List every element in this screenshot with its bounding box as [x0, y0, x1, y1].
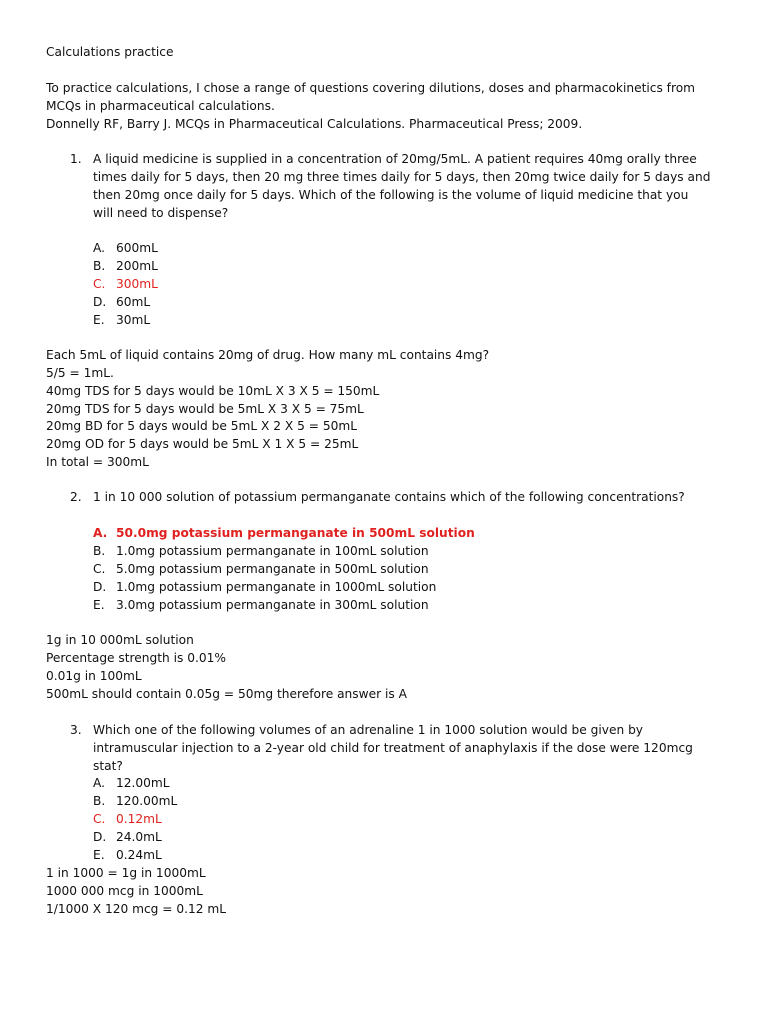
q1-working-line: Each 5mL of liquid contains 20mg of drug. How many mL contains 4mg? [46, 348, 490, 362]
q2-option-letter: A. [93, 526, 108, 540]
intro-reference: Donnelly RF, Barry J. MCQs in Pharmaceutical Calculations. Pharmaceutical Press; 2009. [46, 117, 583, 131]
q1-option-d [93, 294, 151, 312]
q1-working-line: 20mg BD for 5 days would be 5mL X 2 X 5 = 50mL [46, 419, 358, 433]
q3-working-line: 1/1000 X 120 mcg = 0.12 mL [46, 902, 227, 916]
q3-option-b [93, 793, 178, 811]
q2-option-letter: B. [93, 544, 106, 558]
q3-option-letter: D. [93, 830, 107, 844]
q1-option-a [93, 240, 158, 258]
q2-number: 2. [70, 490, 82, 504]
intro-line-1: To practice calculations, I chose a range of questions covering dilutions, doses and pharmacokinetics from [46, 81, 696, 95]
q2-working-line: 500mL should contain 0.05g = 50mg therefore answer is A [46, 687, 407, 701]
q3-option-text: 120.00mL [116, 794, 178, 808]
q2-option-text: 1.0mg potassium permanganate in 1000mL solution [116, 580, 437, 594]
q2-option-letter: C. [93, 562, 106, 576]
q1-working-line: 5/5 = 1mL. [46, 366, 114, 380]
q3-option-d [93, 829, 162, 847]
q2-option-c [93, 561, 429, 579]
q1-text-line: times daily for 5 days, then 20 mg three times daily for 5 days, then 20mg twice daily for 5 days and [93, 170, 711, 184]
q2-option-text: 50.0mg potassium permanganate in 500mL solution [116, 526, 475, 540]
q2-text-line: 1 in 10 000 solution of potassium permanganate contains which of the following concentrations? [93, 490, 685, 504]
q1-option-letter: A. [93, 241, 105, 255]
q1-option-c-correct [93, 276, 158, 294]
q2-option-text: 3.0mg potassium permanganate in 300mL solution [116, 598, 429, 612]
q1-working-line: In total = 300mL [46, 455, 149, 469]
q1-option-text: 30mL [116, 313, 151, 327]
page-title: Calculations practice [46, 45, 174, 59]
q3-working-line: 1 in 1000 = 1g in 1000mL [46, 866, 206, 880]
q2-option-b [93, 543, 429, 561]
q1-working-line: 20mg OD for 5 days would be 5mL X 1 X 5 = 25mL [46, 437, 359, 451]
q3-option-text: 0.24mL [116, 848, 162, 862]
q1-working-line: 20mg TDS for 5 days would be 5mL X 3 X 5 = 75mL [46, 402, 364, 416]
q1-option-letter: C. [93, 277, 106, 291]
q3-option-letter: B. [93, 794, 106, 808]
q3-option-e [93, 847, 162, 865]
q1-option-b [93, 258, 158, 276]
q2-working-line: 0.01g in 100mL [46, 669, 142, 683]
q3-option-text: 0.12mL [116, 812, 162, 826]
q3-text-line: intramuscular injection to a 2-year old child for treatment of anaphylaxis if the dose were 120mcg [93, 741, 693, 755]
q3-text-line: stat? [93, 759, 123, 773]
q1-text-line: then 20mg once daily for 5 days. Which of the following is the volume of liquid medicine that you [93, 188, 689, 202]
intro-line-2: MCQs in pharmaceutical calculations. [46, 99, 275, 113]
q2-working-line: 1g in 10 000mL solution [46, 633, 194, 647]
q1-option-text: 60mL [116, 295, 151, 309]
q1-working-line: 40mg TDS for 5 days would be 10mL X 3 X 5 = 150mL [46, 384, 380, 398]
q3-working-line: 1000 000 mcg in 1000mL [46, 884, 203, 898]
q2-option-text: 1.0mg potassium permanganate in 100mL solution [116, 544, 429, 558]
q2-option-a-correct [93, 525, 475, 543]
q3-option-letter: E. [93, 848, 105, 862]
q3-option-text: 12.00mL [116, 776, 170, 790]
q3-option-letter: A. [93, 776, 105, 790]
q2-option-letter: D. [93, 580, 107, 594]
q1-option-letter: B. [93, 259, 106, 273]
q1-number: 1. [70, 152, 82, 166]
q1-option-text: 300mL [116, 277, 158, 291]
q3-option-letter: C. [93, 812, 106, 826]
q1-option-e [93, 312, 151, 330]
q1-option-text: 600mL [116, 241, 158, 255]
q3-option-c-correct [93, 811, 162, 829]
q2-option-text: 5.0mg potassium permanganate in 500mL solution [116, 562, 429, 576]
q2-option-letter: E. [93, 598, 105, 612]
q1-text-line: A liquid medicine is supplied in a concentration of 20mg/5mL. A patient requires 40mg orally three [93, 152, 697, 166]
q1-text-line: will need to dispense? [93, 206, 229, 220]
q1-option-text: 200mL [116, 259, 158, 273]
q1-option-letter: D. [93, 295, 107, 309]
q2-working-line: Percentage strength is 0.01% [46, 651, 226, 665]
q2-option-e [93, 597, 429, 615]
q3-option-text: 24.0mL [116, 830, 162, 844]
q1-option-letter: E. [93, 313, 105, 327]
q2-option-d [93, 579, 437, 597]
q3-option-a [93, 775, 170, 793]
q3-number: 3. [70, 723, 82, 737]
q3-text-line: Which one of the following volumes of an adrenaline 1 in 1000 solution would be given by [93, 723, 644, 737]
